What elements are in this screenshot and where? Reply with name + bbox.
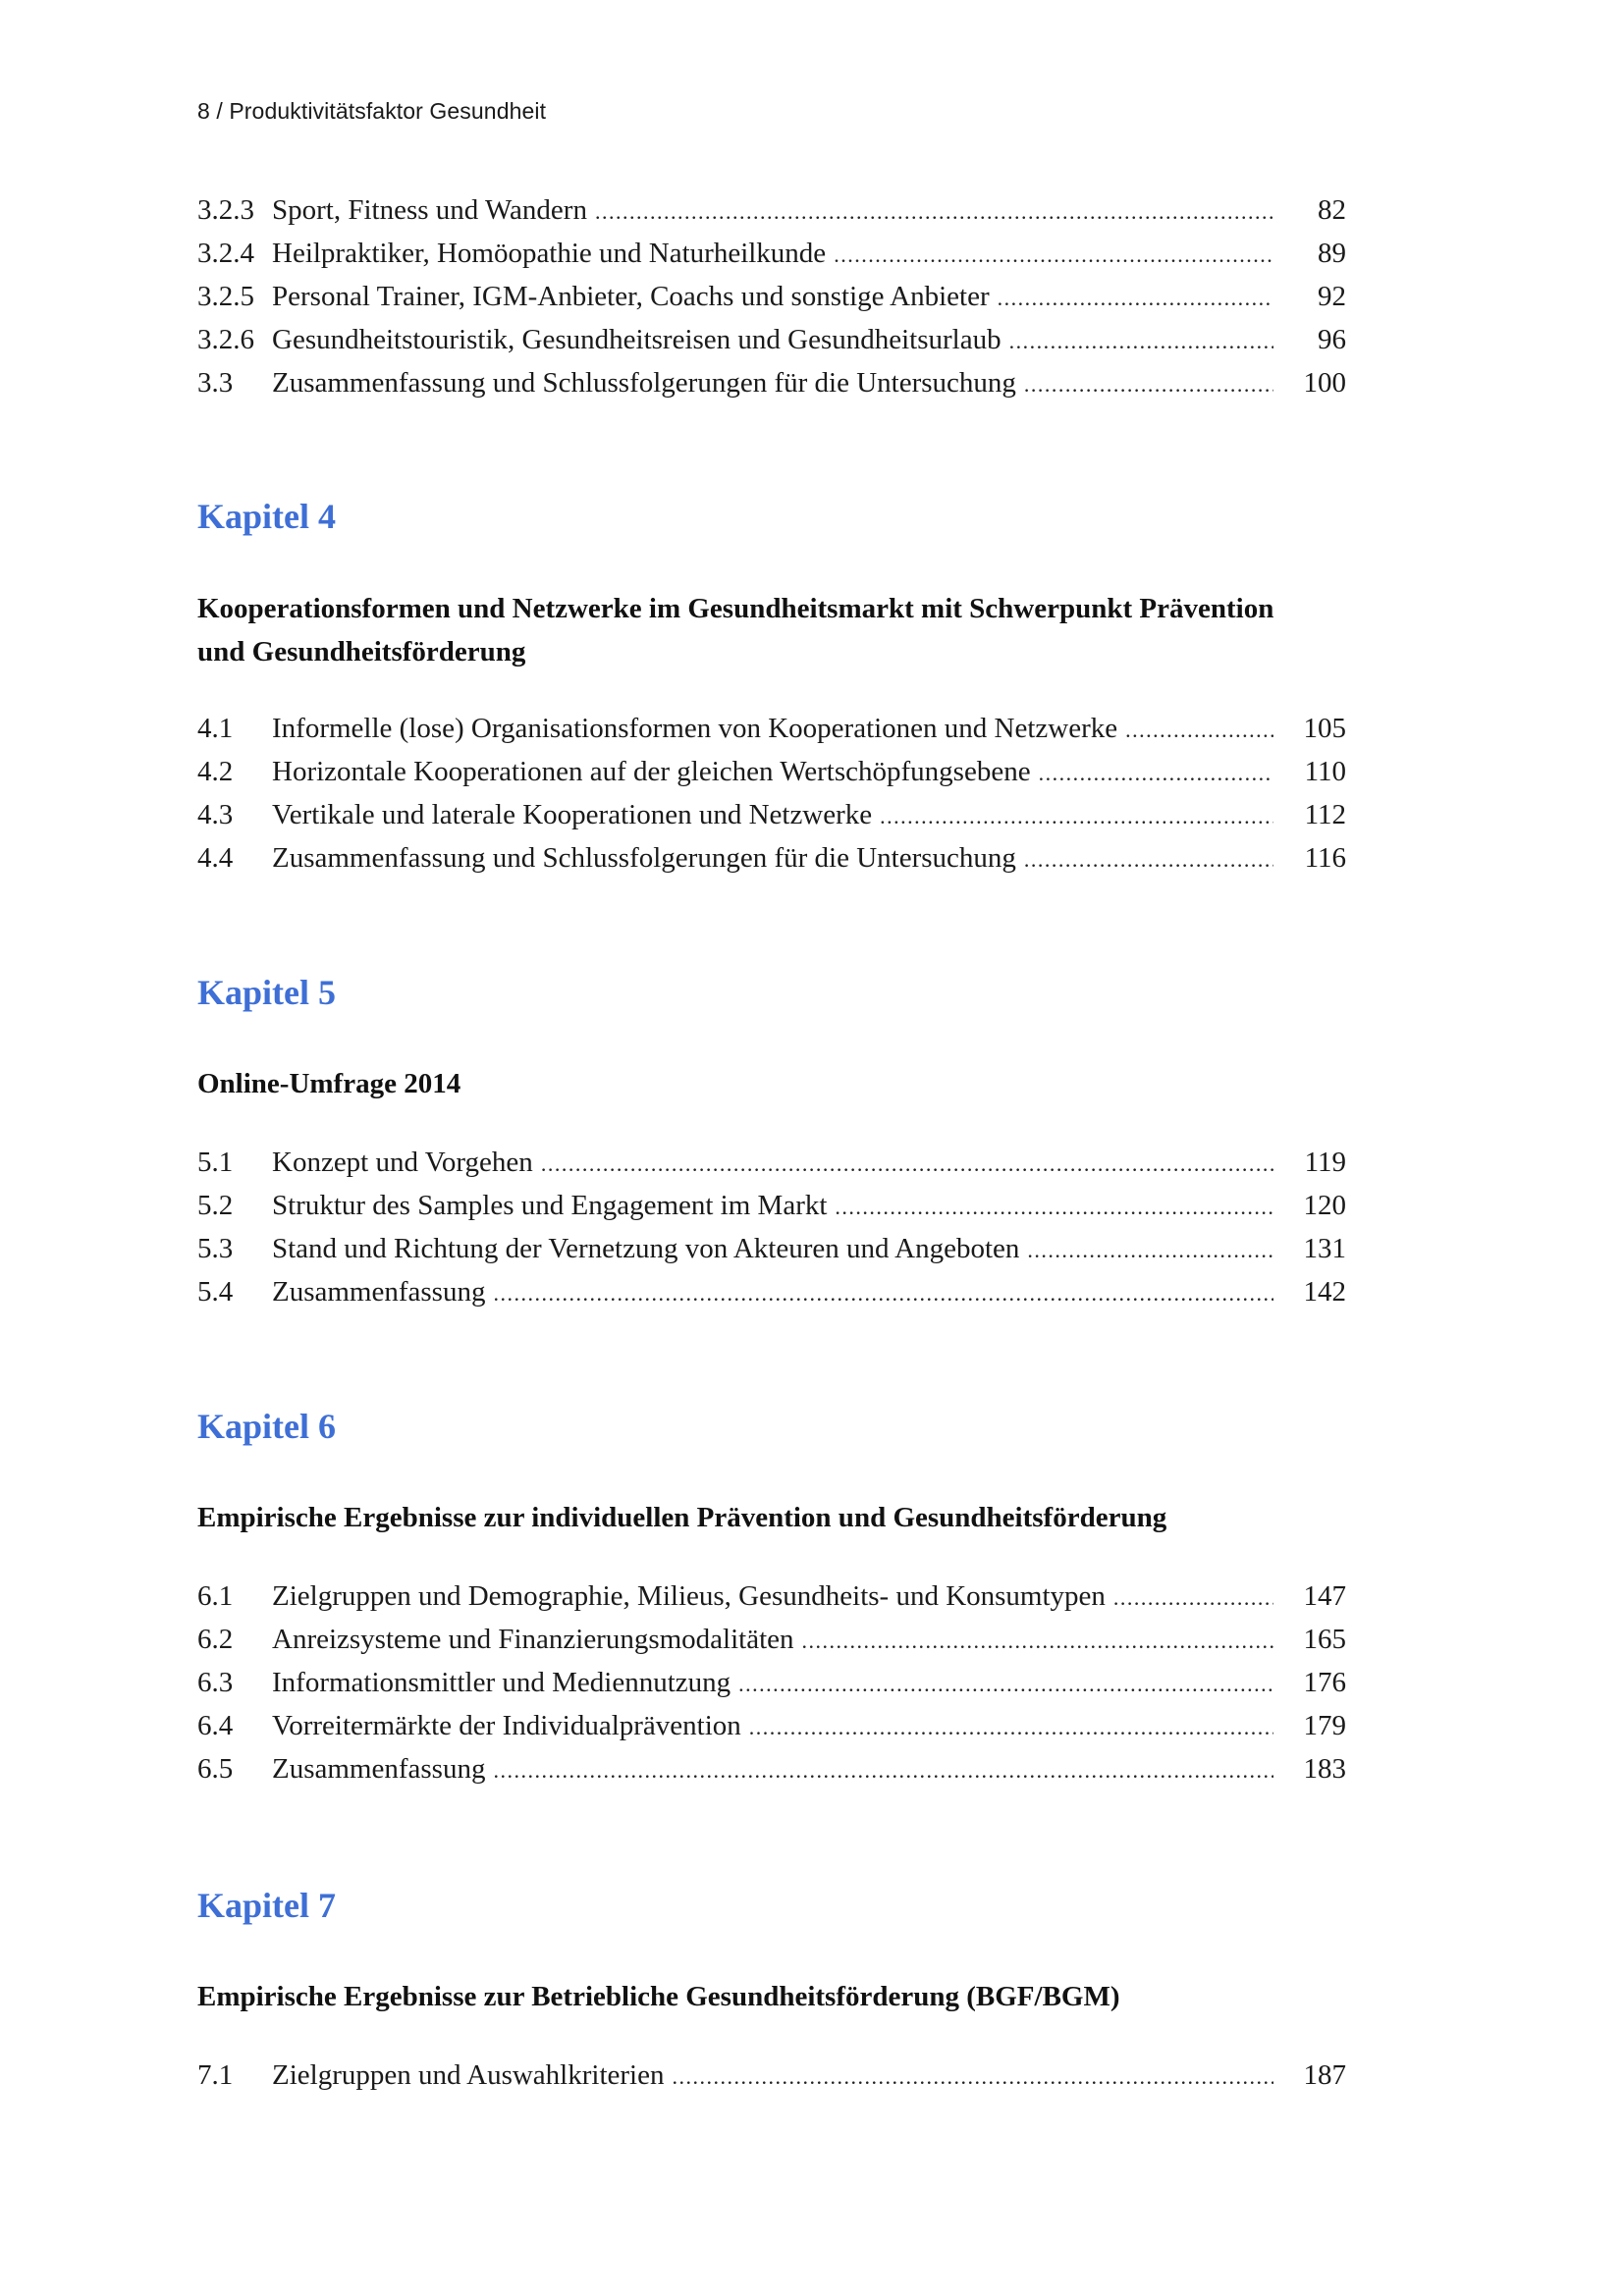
toc-entry-page: 187 xyxy=(1303,2059,1346,2091)
toc-entry-page: 100 xyxy=(1303,367,1346,399)
toc-entry[interactable] xyxy=(197,1753,1346,1796)
toc-entry-number: 6.2 xyxy=(197,1624,234,1655)
toc-entry-title: Konzept und Vorgehen xyxy=(272,1147,533,1178)
toc-entry[interactable] xyxy=(197,756,1346,799)
toc-entry[interactable] xyxy=(197,1580,1346,1624)
toc-entry-page: 92 xyxy=(1318,281,1346,312)
chapter-subtitle: Empirische Ergebnisse zur individuellen Prävention und Gesundheitsförderung xyxy=(197,1502,1167,1533)
toc-entry-number: 4.4 xyxy=(197,842,234,874)
dot-leader xyxy=(493,1758,1273,1784)
toc-entry-page: 179 xyxy=(1303,1710,1346,1741)
toc-entry-number: 6.5 xyxy=(197,1753,234,1785)
dot-leader xyxy=(802,1629,1273,1654)
dot-leader xyxy=(738,1672,1273,1697)
toc-entry-page: 147 xyxy=(1303,1580,1346,1612)
toc-entry-page: 120 xyxy=(1303,1190,1346,1221)
toc-entry-number: 3.2.6 xyxy=(197,324,254,355)
toc-entry[interactable] xyxy=(197,367,1346,410)
toc-entry-number: 3.2.3 xyxy=(197,194,254,226)
toc-entry[interactable] xyxy=(197,238,1346,281)
toc-entry-title: Zielgruppen und Auswahlkriterien xyxy=(272,2059,665,2091)
toc-entry-title: Horizontale Kooperationen auf der gleichen Wertschöpfungsebene xyxy=(272,756,1031,787)
toc-entry-number: 6.3 xyxy=(197,1667,234,1698)
toc-entry-number: 6.4 xyxy=(197,1710,234,1741)
chapter-heading: Kapitel 5 xyxy=(197,973,336,1012)
toc-section-chapter-4 xyxy=(197,713,1346,885)
toc-entry[interactable] xyxy=(197,281,1346,324)
toc-entry-title: Informelle (lose) Organisationsformen von Kooperationen und Netzwerke xyxy=(272,713,1118,744)
toc-entry-number: 4.3 xyxy=(197,799,234,830)
toc-section-chapter-7 xyxy=(197,2059,1346,2103)
toc-entry[interactable] xyxy=(197,1710,1346,1753)
toc-entry-page: 119 xyxy=(1304,1147,1346,1178)
chapter-heading: Kapitel 7 xyxy=(197,1886,336,1925)
dot-leader xyxy=(749,1715,1273,1740)
toc-section-chapter-5 xyxy=(197,1147,1346,1319)
toc-entry-number: 3.2.4 xyxy=(197,238,254,269)
dot-leader xyxy=(595,199,1273,225)
dot-leader xyxy=(880,804,1273,829)
chapter-subtitle: Kooperationsformen und Netzwerke im Gesundheitsmarkt mit Schwerpunkt Prävention und Gesundheitsförderung xyxy=(197,593,1274,667)
toc-entry-page: 165 xyxy=(1303,1624,1346,1655)
toc-entry[interactable] xyxy=(197,842,1346,885)
dot-leader xyxy=(1039,761,1273,786)
toc-entry-page: 96 xyxy=(1318,324,1346,355)
toc-entry-title: Stand und Richtung der Vernetzung von Akteuren und Angeboten xyxy=(272,1233,1020,1264)
toc-entry-title: Informationsmittler und Mediennutzung xyxy=(272,1667,731,1698)
chapter-heading: Kapitel 6 xyxy=(197,1407,336,1446)
toc-entry-page: 110 xyxy=(1304,756,1346,787)
toc-entry-number: 5.2 xyxy=(197,1190,234,1221)
dot-leader xyxy=(1125,718,1273,743)
toc-entry[interactable] xyxy=(197,799,1346,842)
toc-section-chapter-3-continued xyxy=(197,194,1346,410)
toc-entry-title: Zusammenfassung xyxy=(272,1276,486,1308)
toc-entry-number: 5.3 xyxy=(197,1233,234,1264)
toc-entry-number: 5.4 xyxy=(197,1276,234,1308)
toc-entry[interactable] xyxy=(197,2059,1346,2103)
toc-entry-number: 4.1 xyxy=(197,713,234,744)
toc-entry-title: Struktur des Samples und Engagement im Markt xyxy=(272,1190,828,1221)
toc-entry-page: 176 xyxy=(1303,1667,1346,1698)
toc-entry[interactable] xyxy=(197,1624,1346,1667)
toc-entry[interactable] xyxy=(197,1667,1346,1710)
toc-entry-page: 82 xyxy=(1318,194,1346,226)
toc-entry[interactable] xyxy=(197,194,1346,238)
toc-entry-page: 112 xyxy=(1304,799,1346,830)
toc-entry-number: 3.2.5 xyxy=(197,281,254,312)
toc-entry-page: 89 xyxy=(1318,238,1346,269)
dot-leader xyxy=(998,286,1273,311)
toc-entry-number: 6.1 xyxy=(197,1580,234,1612)
dot-leader xyxy=(1027,1238,1273,1263)
toc-entry-page: 105 xyxy=(1303,713,1346,744)
toc-entry-page: 142 xyxy=(1303,1276,1346,1308)
toc-section-chapter-6 xyxy=(197,1580,1346,1796)
toc-entry-page: 116 xyxy=(1304,842,1346,874)
dot-leader xyxy=(1024,372,1273,398)
dot-leader xyxy=(1024,847,1273,873)
dot-leader xyxy=(1113,1585,1273,1611)
toc-entry-title: Sport, Fitness und Wandern xyxy=(272,194,587,226)
dot-leader xyxy=(672,2064,1273,2090)
toc-entry-number: 5.1 xyxy=(197,1147,234,1178)
chapter-heading: Kapitel 4 xyxy=(197,497,336,536)
toc-entry-title: Zielgruppen und Demographie, Milieus, Gesundheits- und Konsumtypen xyxy=(272,1580,1106,1612)
toc-entry-number: 3.3 xyxy=(197,367,234,399)
toc-entry-number: 7.1 xyxy=(197,2059,234,2091)
toc-entry[interactable] xyxy=(197,713,1346,756)
toc-entry-title: Zusammenfassung xyxy=(272,1753,486,1785)
running-header: 8 / Produktivitätsfaktor Gesundheit xyxy=(197,98,547,124)
dot-leader xyxy=(834,242,1273,268)
toc-entry-number: 4.2 xyxy=(197,756,234,787)
toc-entry-title: Zusammenfassung und Schlussfolgerungen für die Untersuchung xyxy=(272,842,1016,874)
toc-entry[interactable] xyxy=(197,1276,1346,1319)
toc-entry-title: Vorreitermärkte der Individualprävention xyxy=(272,1710,741,1741)
toc-entry-title: Vertikale und laterale Kooperationen und Netzwerke xyxy=(272,799,873,830)
chapter-subtitle: Empirische Ergebnisse zur Betriebliche Gesundheitsförderung (BGF/BGM) xyxy=(197,1981,1120,2012)
toc-entry-page: 131 xyxy=(1303,1233,1346,1264)
toc-entry-title: Zusammenfassung und Schlussfolgerungen für die Untersuchung xyxy=(272,367,1016,399)
dot-leader xyxy=(541,1151,1273,1177)
dot-leader xyxy=(493,1281,1273,1307)
toc-entry-title: Anreizsysteme und Finanzierungsmodalitäten xyxy=(272,1624,794,1655)
toc-entry-title: Personal Trainer, IGM-Anbieter, Coachs und sonstige Anbieter xyxy=(272,281,990,312)
toc-entry[interactable] xyxy=(197,1190,1346,1233)
dot-leader xyxy=(1009,329,1273,354)
chapter-subtitle: Online-Umfrage 2014 xyxy=(197,1068,461,1099)
dot-leader xyxy=(835,1195,1273,1220)
toc-entry-title: Gesundheitstouristik, Gesundheitsreisen und Gesundheitsurlaub xyxy=(272,324,1001,355)
toc-entry[interactable] xyxy=(197,324,1346,367)
toc-entry[interactable] xyxy=(197,1233,1346,1276)
toc-entry-page: 183 xyxy=(1303,1753,1346,1785)
toc-entry[interactable] xyxy=(197,1147,1346,1190)
toc-entry-title: Heilpraktiker, Homöopathie und Naturheilkunde xyxy=(272,238,827,269)
